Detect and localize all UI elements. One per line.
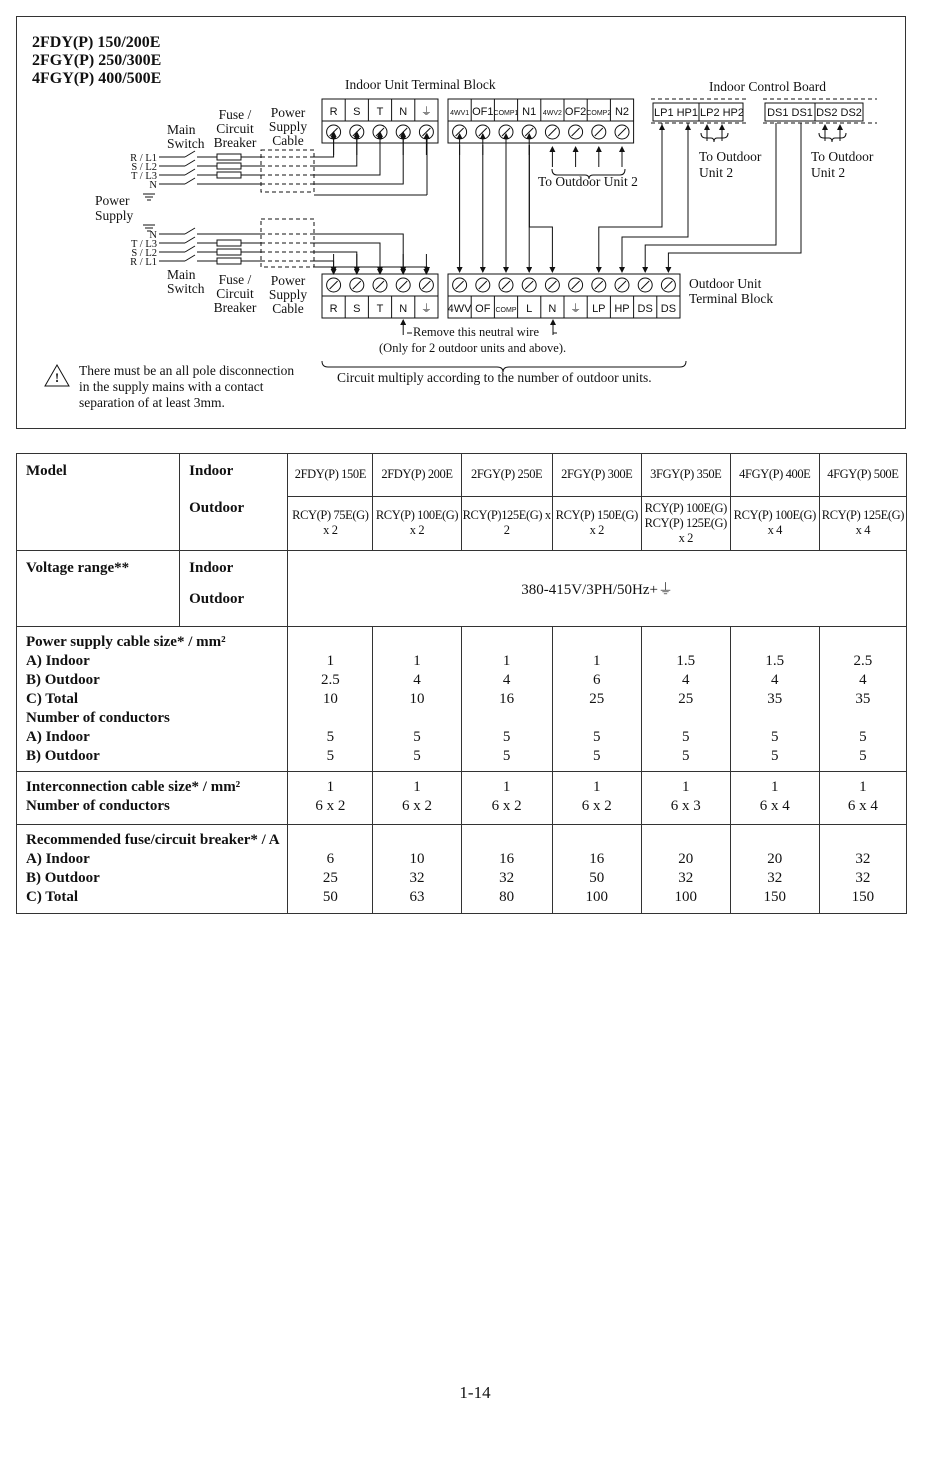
indoor-label: Indoor (180, 454, 288, 497)
terminal-label: N1 (522, 106, 537, 118)
control-board-label: LP1 HP1 (653, 107, 699, 119)
wire (314, 132, 380, 175)
terminal-screw-slot (376, 281, 384, 289)
fuse-values: 32 32 150 (819, 825, 906, 914)
model-title: 2FDY(P) 150/200E (32, 34, 161, 51)
fuse-label: Circuit (216, 286, 254, 301)
power-supply-label: Power (95, 193, 130, 208)
wire (314, 243, 380, 272)
terminal-label: S (353, 303, 361, 315)
fuse-symbol (217, 249, 241, 255)
wire (314, 267, 427, 272)
power-cable-box (261, 150, 314, 192)
phase-label: T / L3 (130, 239, 157, 250)
power-cable-values: 1 4 10 5 5 (373, 627, 461, 772)
phase-label: N (149, 180, 157, 191)
fuse-values: 16 50 100 (552, 825, 641, 914)
control-board-label: DS1 DS1 (767, 107, 813, 119)
phase-label: S / L2 (131, 162, 157, 173)
indoor-terminal-block-title: Indoor Unit Terminal Block (345, 77, 496, 92)
terminal-label: DS (637, 303, 653, 315)
wire (185, 246, 195, 252)
wire (314, 252, 357, 272)
terminal-label: N (548, 303, 557, 315)
phase-label: T / L3 (130, 171, 157, 182)
outdoor-model: RCY(P) 100E(G) x 2 (373, 496, 461, 551)
interconnect-values: 1 6 x 2 (552, 772, 641, 825)
fuse-values: 10 32 63 (373, 825, 461, 914)
wire (185, 178, 195, 184)
power-cable-label: Cable (272, 301, 304, 316)
wire (314, 132, 334, 157)
interconnect-values: 1 6 x 2 (373, 772, 461, 825)
terminal-label: N (399, 303, 408, 315)
terminal-screw-slot (525, 281, 533, 289)
terminal-screw-slot (548, 281, 556, 289)
terminal-label: OF2 (564, 106, 587, 118)
terminal-screw-slot (502, 281, 510, 289)
to-outdoor-unit-2-label: To Outdoor Unit 2 (538, 174, 638, 189)
remove-neutral-label: Remove this neutral wire (413, 325, 540, 339)
phase-label: N (149, 230, 157, 241)
main-switch-label: Main (167, 122, 196, 137)
fuse-symbol (217, 172, 241, 178)
table-row (17, 825, 907, 914)
table-row (17, 627, 907, 772)
outdoor-model: RCY(P) 125E(G) x 4 (819, 496, 906, 551)
power-cable-label: Power (270, 105, 306, 120)
wire (622, 123, 688, 272)
control-board-label: LP2 HP2 (699, 107, 745, 119)
table-row (17, 772, 907, 825)
terminal-label: COMP (495, 307, 517, 314)
model-title: 4FGY(P) 400/500E (32, 70, 162, 87)
model-title: 2FGY(P) 250/300E (32, 52, 162, 69)
main-switch-label: Switch (167, 136, 205, 151)
terminal-label: N (399, 106, 408, 118)
power-cable-values: 1.5 4 35 5 5 (730, 627, 819, 772)
brace (819, 133, 846, 142)
wire (185, 237, 195, 243)
wire (599, 123, 662, 272)
fuse-label: Breaker (213, 135, 257, 150)
terminal-label: COMP2 (586, 110, 612, 117)
terminal-screw-slot (422, 281, 430, 289)
fuse-values: 16 32 80 (461, 825, 552, 914)
table-row (17, 551, 907, 627)
wire (645, 123, 776, 272)
terminal-screw-slot (641, 281, 649, 289)
indoor-model: 4FGY(P) 500E (819, 454, 906, 497)
terminal-screw-slot (572, 128, 580, 136)
interconnect-values: 1 6 x 3 (641, 772, 730, 825)
indoor-model: 2FGY(P) 250E (461, 454, 552, 497)
fuse-label: Circuit (216, 121, 254, 136)
to-outdoor-label: To Outdoor (699, 149, 762, 164)
terminal-label: T (376, 106, 384, 118)
wire (529, 145, 552, 272)
fuse-label: Breaker (213, 300, 257, 315)
terminal-label: R (329, 303, 338, 315)
power-cable-label: Supply (268, 287, 308, 302)
power-cable-values: 2.5 4 35 5 5 (819, 627, 906, 772)
power-cable-label: Supply (268, 119, 308, 134)
power-cable-labels: Power supply cable size* / mm² A) Indoor B) Outdoor C) Total Number of conductors A) Indoor B) Outdoor (17, 627, 288, 772)
voltage-label: Voltage range** (17, 551, 180, 627)
voltage-sub-labels: Indoor Outdoor (180, 551, 288, 627)
terminal-screw-slot (548, 128, 556, 136)
power-cable-values: 1 6 25 5 5 (552, 627, 641, 772)
indoor-model: 3FGY(P) 350E (641, 454, 730, 497)
terminal-label: T (376, 303, 384, 315)
terminal-screw-slot (479, 281, 487, 289)
terminal-label: ⏚ (570, 303, 582, 315)
wire (314, 132, 403, 184)
terminal-label: HP (614, 303, 630, 315)
outdoor-model: RCY(P) 150E(G) x 2 (552, 496, 641, 551)
power-cable-values: 1 2.5 10 5 5 (288, 627, 373, 772)
wire (314, 234, 403, 272)
wire (185, 151, 195, 157)
terminal-screw-slot (595, 281, 603, 289)
terminal-label: 4WV1 (450, 110, 470, 117)
terminal-label: OF1 (472, 106, 494, 118)
terminal-label: COMP1 (493, 110, 519, 117)
fuse-symbol (217, 258, 241, 264)
phase-label: S / L2 (131, 248, 157, 259)
terminal-label: DS (660, 303, 677, 315)
terminal-screw-slot (330, 281, 338, 289)
outdoor-model: RCY(P) 100E(G) RCY(P) 125E(G) x 2 (641, 496, 730, 551)
terminal-screw-slot (456, 281, 464, 289)
to-outdoor-label: Unit 2 (699, 165, 734, 180)
terminal-screw-slot (618, 128, 626, 136)
fuse-values: 6 25 50 (288, 825, 373, 914)
wire (185, 160, 195, 166)
table-row (17, 454, 907, 497)
interconnect-labels: Interconnection cable size* / mm² Number of conductors (17, 772, 288, 825)
indoor-model: 2FDY(P) 150E (288, 454, 373, 497)
outdoor-model: RCY(P)125E(G) x 2 (461, 496, 552, 551)
power-cable-label: Cable (272, 133, 304, 148)
outdoor-terminal-block-title: Terminal Block (689, 291, 774, 306)
warning-text: in the supply mains with a contact (79, 379, 264, 394)
warning-text: There must be an all pole disconnection (79, 363, 295, 378)
wire (185, 169, 195, 175)
fuse-labels: Recommended fuse/circuit breaker* / A A) Indoor B) Outdoor C) Total (17, 825, 288, 914)
terminal-label: 4WV (447, 303, 472, 315)
interconnect-values: 1 6 x 2 (461, 772, 552, 825)
terminal-label: R (329, 106, 338, 118)
only-for-label: (Only for 2 outdoor units and above). (379, 341, 567, 355)
fuse-values: 20 32 100 (641, 825, 730, 914)
wire (185, 255, 195, 261)
terminal-label: 4WV2 (542, 110, 562, 117)
terminal-screw-slot (399, 281, 407, 289)
terminal-label: ⏚ (420, 106, 432, 118)
model-label: Model (17, 454, 180, 551)
power-cable-values: 1 4 16 5 5 (461, 627, 552, 772)
terminal-label: L (526, 303, 533, 315)
fuse-values: 20 32 150 (730, 825, 819, 914)
interconnect-values: 1 6 x 4 (819, 772, 906, 825)
page-number: 1-14 (459, 1383, 491, 1402)
terminal-screw-slot (618, 281, 626, 289)
indoor-control-board-title: Indoor Control Board (709, 79, 826, 94)
specification-table (16, 453, 907, 914)
phase-label: R / L1 (130, 257, 157, 268)
main-switch-label: Main (167, 267, 196, 282)
phase-label: R / L1 (130, 153, 157, 164)
fuse-symbol (217, 163, 241, 169)
circuit-multiply-label: Circuit multiply according to the number of outdoor units. (337, 370, 652, 385)
terminal-label: N2 (614, 106, 630, 118)
indoor-model: 2FDY(P) 200E (373, 454, 461, 497)
to-outdoor-label: Unit 2 (811, 165, 846, 180)
terminal-screw-slot (572, 281, 580, 289)
fuse-symbol (217, 154, 241, 160)
warning-text: separation of at least 3mm. (79, 395, 225, 410)
terminal-label: LP (592, 303, 606, 315)
terminal-label: ⏚ (420, 303, 432, 315)
indoor-model: 2FGY(P) 300E (552, 454, 641, 497)
interconnect-values: 1 6 x 4 (730, 772, 819, 825)
power-cable-label: Power (270, 273, 306, 288)
outdoor-terminal-block-title: Outdoor Unit (689, 276, 762, 291)
to-outdoor-label: To Outdoor (811, 149, 874, 164)
power-supply-label: Supply (95, 208, 134, 223)
voltage-value: 380-415V/3PH/50Hz+⏚ (288, 551, 907, 627)
main-switch-label: Switch (167, 281, 205, 296)
power-cable-values: 1.5 4 25 5 5 (641, 627, 730, 772)
fuse-symbol (217, 240, 241, 246)
wiring-diagram (16, 16, 906, 429)
brace (701, 133, 728, 142)
fuse-label: Fuse / (218, 272, 252, 287)
outdoor-model: RCY(P) 100E(G) x 4 (730, 496, 819, 551)
terminal-screw-slot (664, 281, 672, 289)
terminal-screw-slot (595, 128, 603, 136)
terminal-screw-slot (353, 281, 361, 289)
fuse-label: Fuse / (218, 107, 252, 122)
outdoor-model: RCY(P) 75E(G) x 2 (288, 496, 373, 551)
terminal-label: S (353, 106, 361, 118)
outdoor-label: Outdoor (180, 496, 288, 551)
wire (314, 132, 357, 166)
warning-icon-mark: ! (54, 370, 60, 385)
terminal-label: OF (475, 303, 491, 315)
wire (185, 228, 195, 234)
interconnect-values: 1 6 x 2 (288, 772, 373, 825)
control-board-label: DS2 DS2 (816, 107, 862, 119)
indoor-model: 4FGY(P) 400E (730, 454, 819, 497)
